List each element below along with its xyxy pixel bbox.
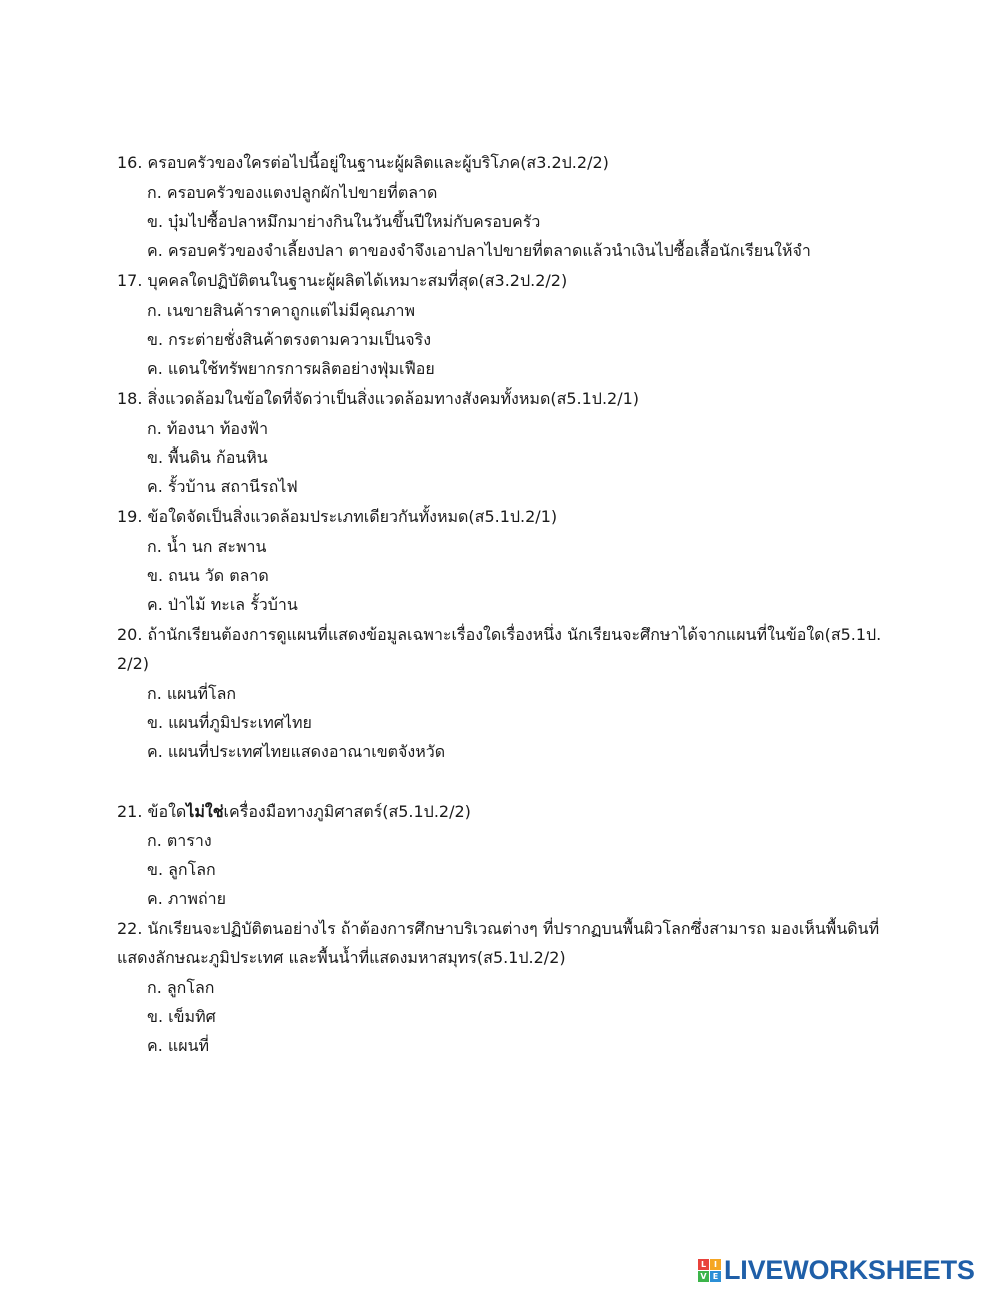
question-22-option-c: ค. แผนที่ <box>147 1036 210 1055</box>
question-20-text-line1: 20. ถ้านักเรียนต้องการดูแผนที่แสดงข้อมูลเฉพาะเรื่องใดเรื่องหนึ่ง นักเรียนจะศึกษาได้จากแผนที่ในข้อใด(ส5.1ป. <box>117 625 882 644</box>
question-22-text-line1: 22. นักเรียนจะปฏิบัติตนอย่างไร ถ้าต้องการศึกษาบริเวณต่างๆ ที่ปรากฏบนพื้นผิวโลกซึ่งสามารถ มองเห็นพื้นดินที่ <box>117 919 880 938</box>
logo-block-v: V <box>698 1271 709 1282</box>
question-17-option-b: ข. กระต่ายชั่งสินค้าตรงตามความเป็นจริง <box>147 330 432 349</box>
question-18-option-b: ข. พื้นดิน ก้อนหิน <box>147 448 268 467</box>
question-22-text-line2: แสดงลักษณะภูมิประเทศ และพื้นน้ำที่แสดงมหาสมุทร(ส5.1ป.2/2) <box>117 948 566 967</box>
question-16-option-b: ข. บุ๋มไปซื้อปลาหมึกมาย่างกินในวันขึ้นปีใหม่กับครอบครัว <box>147 212 541 231</box>
question-19-option-a: ก. น้ำ นก สะพาน <box>147 537 267 556</box>
question-17-option-c: ค. แดนใช้ทรัพยากรการผลิตอย่างฟุ่มเฟือย <box>147 359 435 378</box>
logo-block-i: I <box>710 1259 721 1270</box>
question-19-text: 19. ข้อใดจัดเป็นสิ่งแวดล้อมประเภทเดียวกันทั้งหมด(ส5.1ป.2/1) <box>117 507 558 526</box>
logo-block-e: E <box>710 1271 721 1282</box>
question-21-suffix: เครื่องมือทางภูมิศาสตร์(ส5.1ป.2/2) <box>223 802 471 821</box>
question-20-option-c: ค. แผนที่ประเทศไทยแสดงอาณาเขตจังหวัด <box>147 742 446 761</box>
question-16-option-a: ก. ครอบครัวของแตงปลูกผักไปขายที่ตลาด <box>147 183 438 202</box>
question-17-option-a: ก. เนขายสินค้าราคาถูกแต่ไม่มีคุณภาพ <box>147 301 416 320</box>
question-16-option-c: ค. ครอบครัวของจำเลี้ยงปลา ตาของจำจึงเอาปลาไปขายที่ตลาดแล้วนำเงินไปซื้อเสื้อนักเรียนให้จำ <box>147 241 811 260</box>
question-21-text <box>117 802 471 822</box>
logo-blocks-icon <box>698 1259 721 1282</box>
question-19-option-c: ค. ป่าไม้ ทะเล รั้วบ้าน <box>147 595 298 614</box>
question-18-text: 18. สิ่งแวดล้อมในข้อใดที่จัดว่าเป็นสิ่งแวดล้อมทางสังคมทั้งหมด(ส5.1ป.2/1) <box>117 389 640 408</box>
question-20-text-line2: 2/2) <box>117 654 149 673</box>
liveworksheets-logo <box>698 1256 975 1284</box>
question-21-option-c: ค. ภาพถ่าย <box>147 889 226 908</box>
logo-text: LIVEWORKSHEETS <box>724 1255 975 1285</box>
question-16-text: 16. ครอบครัวของใครต่อไปนี้อยู่ในฐานะผู้ผลิตและผู้บริโภค(ส3.2ป.2/2) <box>117 153 609 172</box>
logo-block-l: L <box>698 1259 709 1270</box>
question-20-option-b: ข. แผนที่ภูมิประเทศไทย <box>147 713 312 732</box>
question-21-prefix: 21. ข้อใด <box>117 802 187 821</box>
question-21-option-b: ข. ลูกโลก <box>147 860 216 879</box>
question-18-option-a: ก. ท้องนา ท้องฟ้า <box>147 419 269 438</box>
question-20-option-a: ก. แผนที่โลก <box>147 684 237 703</box>
question-22-option-a: ก. ลูกโลก <box>147 978 215 997</box>
question-21-option-a: ก. ตาราง <box>147 831 212 850</box>
question-19-option-b: ข. ถนน วัด ตลาด <box>147 566 269 585</box>
question-21-emphasis: ไม่ใช่ <box>186 802 224 821</box>
question-22-option-b: ข. เข็มทิศ <box>147 1007 216 1026</box>
question-17-text: 17. บุคคลใดปฏิบัติตนในฐานะผู้ผลิตได้เหมาะสมที่สุด(ส3.2ป.2/2) <box>117 271 568 290</box>
question-18-option-c: ค. รั้วบ้าน สถานีรถไฟ <box>147 477 298 496</box>
